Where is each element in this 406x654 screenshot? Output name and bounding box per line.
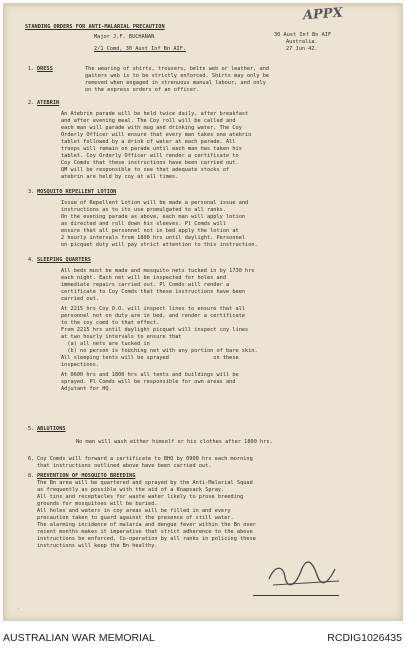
section-line: each night. Each net will be inspected for holes and <box>61 275 227 281</box>
header-date: 27 Jun 42. <box>286 46 318 52</box>
section-line: At 2215 hrs Coy O.O. will inspect lines to ensure that all <box>61 306 246 312</box>
section-line: as directed and roll down his sleeves. Pl Comds will <box>61 221 227 227</box>
section-number: 2. <box>28 100 35 106</box>
section-line: Issue of Repellent Lotion will be made a personal issue and <box>61 200 249 206</box>
document-title: STANDING ORDERS FOR ANTI-MALARIAL PRECAUTION <box>25 24 165 30</box>
section-line: tablet. Coy Orderly Officer will render a certificate to <box>61 153 239 159</box>
section-line: sprayed. Pl Comds will be responsible for own areas and <box>61 379 236 385</box>
section-line: On the evening parade as above, each man will apply lotion <box>61 214 246 220</box>
section-line: troops will remain on parade until each man has taken his <box>61 146 242 152</box>
section-line: as frequently as possible with the aid of a Knapsack Spray. <box>37 487 225 493</box>
section-line: All holes and waters in coy areas will be filled in and every <box>37 508 231 514</box>
section-heading: MOSQUITO REPELLENT LOTION <box>37 189 117 195</box>
section-line: that instructions outlined above have been carried out. <box>37 463 212 469</box>
section-line: At 0600 hrs and 1800 hrs all tents and buildings will be <box>61 372 239 378</box>
section-heading: SLEEPING QUARTERS <box>37 257 91 263</box>
section-line: Adjutant for HQ. <box>61 386 112 392</box>
section-line: The alarming incidence of malaria and dengue fever within the Bn over <box>37 522 256 528</box>
section-line: at two hourly intervals to ensure that <box>61 334 182 340</box>
section-line: gaiters web is to be strictly enforced. Shirts may only be <box>85 73 270 79</box>
section-heading: PREVENTION OF MOSQUITO BREEDING <box>37 473 136 479</box>
section-line: personnel not on duty are in bed, and render a certificate <box>61 313 246 319</box>
section-line: to the coy comd to that effect. <box>61 320 160 326</box>
section-line: All tins and receptacles for waste water likely to prove breeding <box>37 494 244 500</box>
section-line: (b) no person is touching net with any portion of bare skin. <box>61 348 258 354</box>
section-line: ensure that all personnel not in bed apply the lotion at <box>61 228 239 234</box>
section-line: The Bn area will be quartered and sprayed by the Anti-Malarial Squad <box>37 480 253 486</box>
section-number: 5. <box>28 426 35 432</box>
section-line: instructions as to its use promulgated to all ranks. <box>61 207 227 213</box>
section-line: atebrin are held by coy at all times. <box>61 174 179 180</box>
section-line: All sleeping tents will be sprayed on these <box>61 355 239 361</box>
document-page <box>3 3 403 621</box>
section-line: on the express orders of an officer. <box>85 87 200 93</box>
section-line: All beds must be made and mosquito nets tucked in by 1730 hrs <box>61 268 255 274</box>
section-line: An Atebrin parade will be held twice daily, after breakfast <box>61 111 249 117</box>
signature-line <box>253 595 339 596</box>
section-line: inspections. <box>61 362 100 368</box>
section-line: and after evening meal. The Coy roll will be called and <box>61 118 236 124</box>
section-line: (a) all nets are tucked in <box>61 341 150 347</box>
section-line: instructions be enforced. Co-operation by all ranks in policing these <box>37 536 256 542</box>
section-line: precaution taken to guard against the presence of still water. <box>37 515 234 521</box>
section-line: No man will wash either himself or his clothes after 1800 hrs. <box>76 439 273 445</box>
section-number: 8. <box>28 473 35 479</box>
section-line: 2 hourly intervals from 1800 hrs until daylight. Personnel <box>61 235 246 241</box>
header-unit: 2/1 Comd, 30 Aust Inf Bn AIF. <box>94 46 187 52</box>
footer-institution: AUSTRALIAN WAR MEMORIAL <box>3 632 155 644</box>
section-heading: ATEBRIN <box>37 100 60 106</box>
handwritten-appx-note: APPX <box>302 5 344 24</box>
section-line: Orderly Officer will ensure that every man takes one atebrin <box>61 132 252 138</box>
page-mark: · <box>17 606 20 611</box>
section-heading: DRESS <box>37 66 53 72</box>
header-location: 30 Aust Inf Bn AIF <box>274 32 332 38</box>
section-line: recent months makes it imperative that strict adherence to the above <box>37 529 253 535</box>
section-line: grounds for mosquitoes will be buried. <box>37 501 158 507</box>
section-number: 4. <box>28 257 35 263</box>
section-line: QM will be responsible to see that adequate stocks of <box>61 167 230 173</box>
section-number: 1. <box>28 66 35 72</box>
section-number: 6. <box>28 456 35 462</box>
section-line: removed when engaged in strenuous manual labour, and only <box>85 80 266 86</box>
section-line: carried out. <box>61 296 100 302</box>
section-number: 3. <box>28 189 35 195</box>
section-line: From 2215 hrs until daylight picquet will inspect coy lines <box>61 327 249 333</box>
archive-footer <box>0 626 406 654</box>
header-country: Australia. <box>286 39 318 45</box>
section-line: Coy Comds that these instructions have been carried out. <box>61 160 239 166</box>
section-line: The wearing of shirts, trousers, belts web or leather, and <box>85 66 270 72</box>
section-line: instructions will keep the Bn healthy. <box>37 543 158 549</box>
section-line: Coy Comds will forward a certificate to BHQ by 0900 hrs each morning <box>37 456 253 462</box>
section-line: certificate to Coy Comds that these instructions have been <box>61 289 246 295</box>
signature-scrawl <box>265 557 345 593</box>
section-line: immediate repairs carried out. Pl Comds will render a <box>61 282 230 288</box>
footer-record-id: RCDIG1026435 <box>327 632 402 644</box>
section-line: tablet followed by a drink of water at each parade. All <box>61 139 236 145</box>
header-by-line: Major J.F. BUCHANAN <box>94 34 155 40</box>
section-line: each man will parade with mug and drinking water. The Coy <box>61 125 242 131</box>
section-heading: ABLUTIONS <box>37 426 66 432</box>
section-line: on picquet duty will pay strict attention to this instruction. <box>61 242 258 248</box>
